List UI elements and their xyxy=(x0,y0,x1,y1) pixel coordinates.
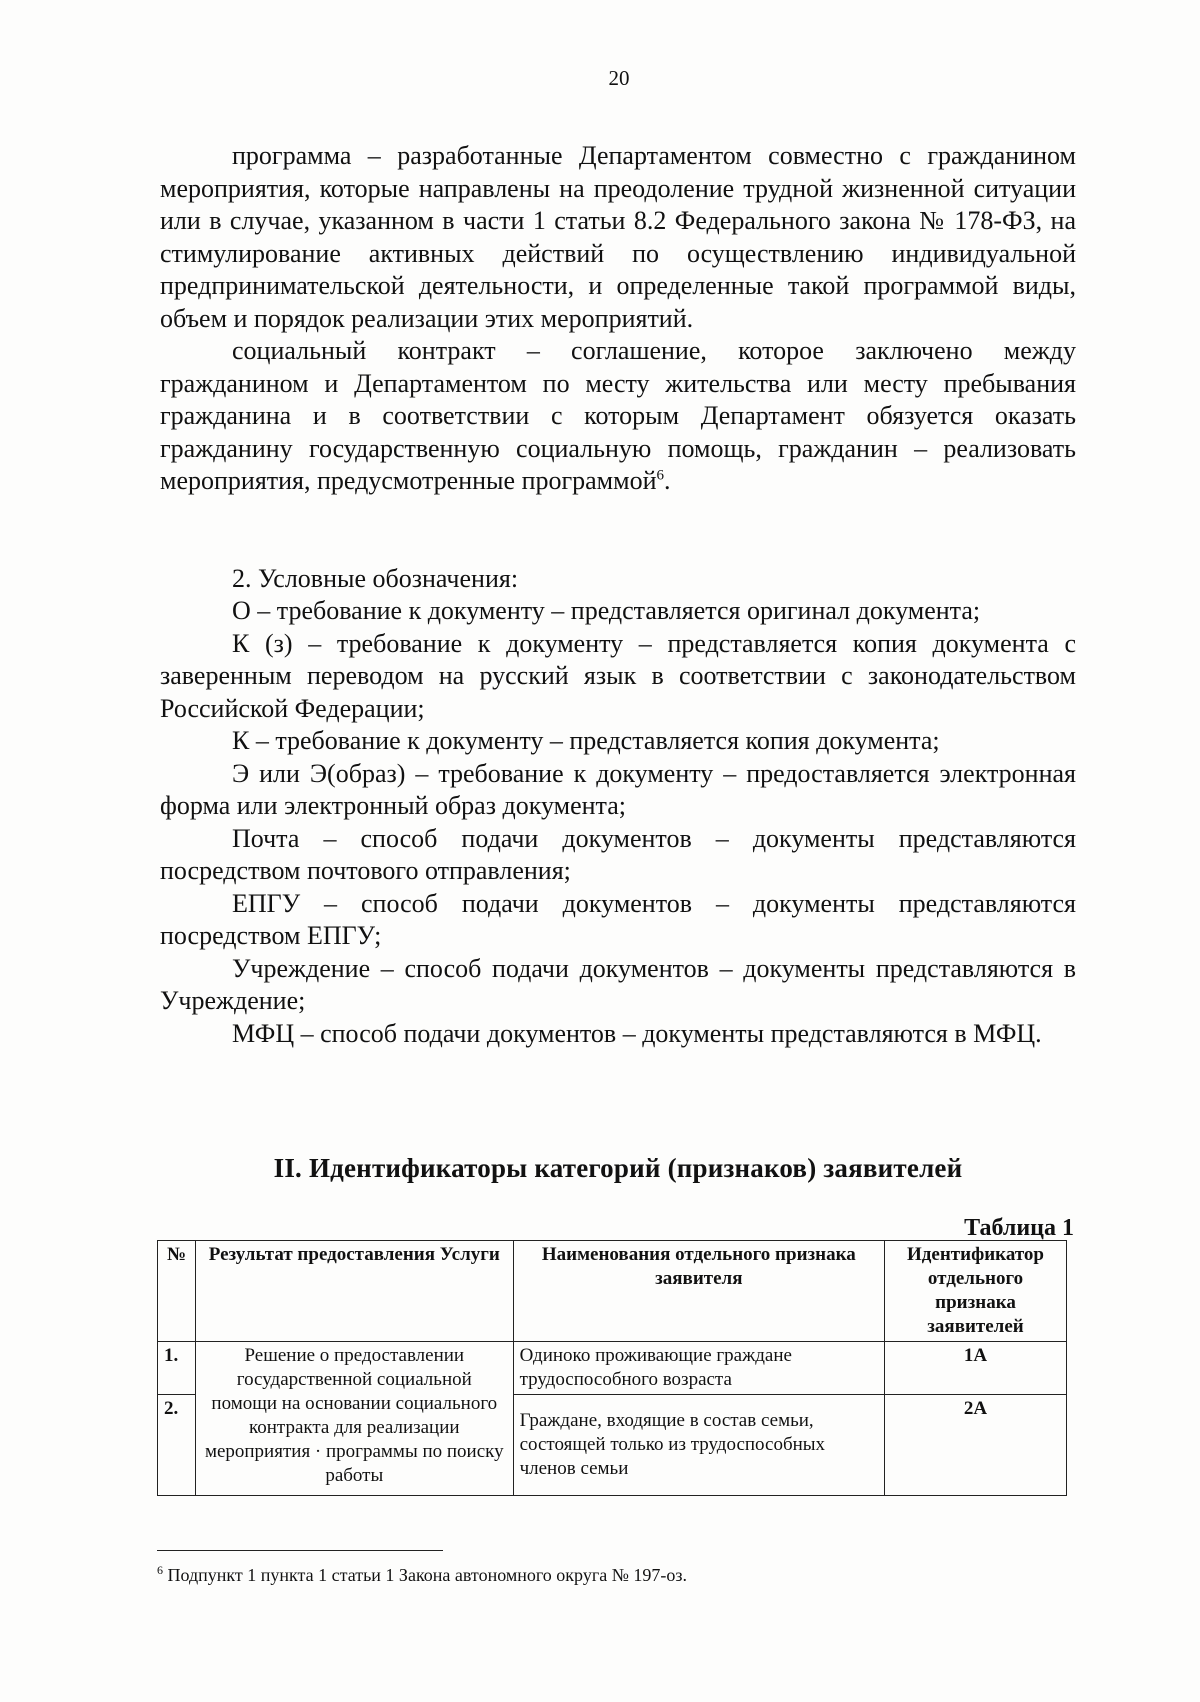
legend-item-copy: К – требование к документу – представляется копия документа; xyxy=(232,726,940,755)
row-feature: Одиноко проживающие граждане трудоспособного возраста xyxy=(513,1342,884,1395)
legend-item-institution: Учреждение – способ подачи документов – документы представляются в Учреждение; xyxy=(160,953,1076,1015)
page-number: 20 xyxy=(608,66,630,90)
footnote-marker: 6 xyxy=(157,1563,163,1577)
spacer xyxy=(160,498,1076,563)
header-num: № xyxy=(158,1241,196,1342)
legend-item-electronic: Э или Э(образ) – требование к документу – предоставляется электронная форма или электронный образ документа; xyxy=(160,758,1076,820)
row-feature: Граждане, входящие в состав семьи, состоящей только из трудоспособных членов семьи xyxy=(513,1395,884,1496)
result-cell: Решение о предоставлении государственной социальной помощи на основании социального контракта для реализации мероприятия · программы по поиску работы xyxy=(195,1342,513,1496)
footnote-divider xyxy=(157,1550,443,1551)
row-identifier: 1А xyxy=(885,1342,1067,1395)
definition-program: программа – разработанные Департаментом совместно с гражданином мероприятия, которые направлены на преодоление трудной жизненной ситуации или в случае, указанном в части 1 статьи 8.2 Федерального закона № 178-ФЗ, на стимулирование активных действий по осуществлению индивидуальной предпринимательской деятельности, и определенные такой программой виды, объем и порядок реализации этих мероприятий. xyxy=(160,141,1076,333)
legend-item-epgu: ЕПГУ – способ подачи документов – документы представляются посредством ЕПГУ; xyxy=(160,888,1076,950)
footnote xyxy=(157,1565,1073,1586)
footnote-reference: 6 xyxy=(656,467,665,484)
table-header-row xyxy=(158,1241,1067,1342)
header-result: Результат предоставления Услуги xyxy=(195,1241,513,1342)
header-feature: Наименования отдельного признака заявителя xyxy=(513,1241,884,1342)
legend-item-original: О – требование к документу – представляется оригинал документа; xyxy=(232,596,981,625)
footnote-text: Подпункт 1 пункта 1 статьи 1 Закона автономного округа № 197-оз. xyxy=(163,1565,687,1585)
legend-item-mfc: МФЦ – способ подачи документов – документы представляются в МФЦ. xyxy=(232,1018,1042,1048)
section-title: II. Идентификаторы категорий (признаков) заявителей xyxy=(273,1153,963,1183)
table-label: Таблица 1 xyxy=(964,1215,1074,1241)
table-row xyxy=(158,1342,1067,1395)
definition-social-contract xyxy=(160,335,1076,498)
header-identifier: Идентификатор отдельного признака заявителей xyxy=(885,1241,1067,1342)
legend-item-post: Почта – способ подачи документов – документы представляются посредством почтового отправления; xyxy=(160,823,1076,885)
row-num: 1. xyxy=(158,1342,196,1395)
legend-item-certified-copy: К (з) – требование к документу – представляется копия документа с заверенным переводом на русский язык в соответствии с законодательством Российской Федерации; xyxy=(160,628,1076,723)
sentence-period: . xyxy=(664,466,671,495)
definition-social-contract-text: социальный контракт – соглашение, которое заключено между гражданином и Департаментом по месту жительства или месту пребывания гражданина и в соответствии с которым Департамент обязуется оказать гражданину государственную социальную помощь, гражданин – реализовать мероприятия, предусмотренные программой xyxy=(160,336,1076,495)
row-num: 2. xyxy=(158,1395,196,1496)
applicant-categories-table xyxy=(157,1240,1067,1496)
row-identifier: 2А xyxy=(885,1395,1067,1496)
section-2-heading: 2. Условные обозначения: xyxy=(232,563,519,593)
document-body xyxy=(160,140,1076,1050)
